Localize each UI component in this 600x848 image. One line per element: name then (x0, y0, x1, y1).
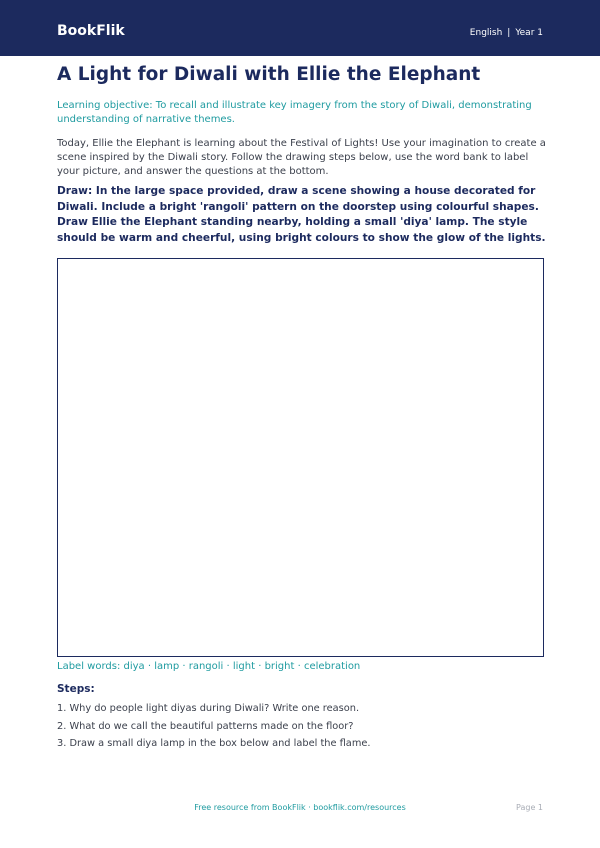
subject-label: English (469, 28, 503, 38)
year-label: Year 1 (515, 28, 543, 38)
steps-heading: Steps: (57, 683, 95, 695)
steps-list (57, 702, 371, 755)
brand-logo[interactable]: BookFlik (57, 23, 125, 39)
separator: | (507, 28, 511, 38)
step-item: 3. Draw a small diya lamp in the box below and label the flame. (57, 738, 371, 749)
footer-link[interactable]: Free resource from BookFlik · bookflik.com/resources (194, 803, 406, 812)
draw-instruction: Draw: In the large space provided, draw a scene showing a house decorated for Diwali. Include a bright 'rangoli' pattern on the doorstep using colourful shapes. Draw Ellie the Elephant standing nearby, holding a small 'diya' lamp. The style should be warm and cheerful, using bright colours to show the glow of the lights. (57, 185, 546, 244)
label-word-bank: Label words: diya · lamp · rangoli · light · bright · celebration (57, 661, 361, 672)
page-number: Page 1 (516, 803, 543, 812)
drawing-area[interactable] (57, 258, 544, 657)
step-item: 2. What do we call the beautiful patterns made on the floor? (57, 720, 354, 732)
header-bar (0, 0, 600, 56)
intro-paragraph: Today, Ellie the Elephant is learning about the Festival of Lights! Use your imagination to create a scene inspired by the Diwali story. Follow the drawing steps below, use the word bank to label your picture, and answer the questions at the bottom. (57, 138, 546, 177)
learning-objective: Learning objective: To recall and illustrate key imagery from the story of Diwali, demonstrating understanding of narrative themes. (57, 100, 532, 125)
step-item: 1. Why do people light diyas during Diwali? Write one reason. (57, 703, 360, 714)
page-title: A Light for Diwali with Ellie the Elephant (57, 64, 481, 85)
subject-year-label (470, 28, 543, 38)
